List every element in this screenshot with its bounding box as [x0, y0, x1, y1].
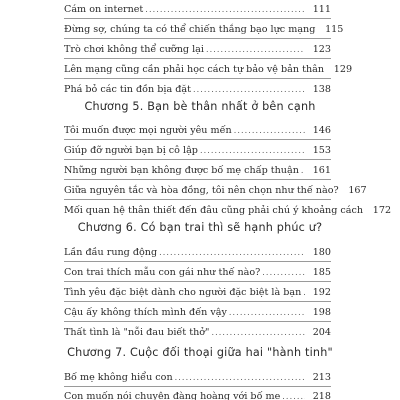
row-divider — [64, 38, 331, 39]
dot-leader — [229, 304, 305, 322]
toc-entry — [64, 61, 353, 79]
entry-page: 218 — [312, 391, 331, 400]
entry-page: 153 — [312, 145, 331, 156]
entry-page: 167 — [348, 185, 367, 196]
dot-leader — [159, 244, 305, 262]
row-divider — [64, 18, 331, 19]
toc-entry — [64, 142, 331, 160]
entry-title: Tình yêu đặc biệt dành cho người đặc biệt là bạn — [64, 287, 302, 298]
dot-leader — [211, 324, 305, 342]
entry-title: Đừng sợ, chúng ta có thể chiến thắng bạo lực mạng — [64, 24, 316, 35]
entry-page: 129 — [333, 64, 353, 75]
toc-entry — [64, 182, 367, 200]
entry-title: Lên mạng cũng cần phải học cách tự bảo vệ bản thân — [64, 64, 325, 75]
entry-title: Những người bạn không được bố mẹ chấp thuận — [64, 165, 299, 176]
row-divider — [64, 281, 331, 282]
entry-page: 198 — [312, 307, 331, 318]
toc-entry — [64, 1, 331, 19]
toc-entry — [64, 284, 331, 302]
entry-title: Cậu ấy không thích mình đến vậy — [64, 307, 227, 318]
dot-leader — [193, 81, 305, 99]
toc-entry — [64, 369, 331, 387]
row-divider — [64, 159, 331, 160]
toc-entry — [64, 304, 331, 322]
chapter-heading: Chương 6. Có bạn trai thì sẽ hạnh phúc ư? — [77, 221, 323, 234]
entry-page: 146 — [312, 125, 331, 136]
entry-title: Cám on internet — [64, 4, 144, 15]
entry-title: Lần đầu rung động — [64, 247, 158, 258]
dot-leader — [206, 41, 305, 59]
entry-page: 213 — [312, 372, 331, 383]
entry-page: 185 — [312, 267, 331, 278]
dot-leader — [200, 142, 305, 160]
toc-entry — [64, 244, 331, 262]
dot-leader — [262, 264, 305, 282]
dot-leader — [175, 369, 305, 387]
chapter-heading: Chương 5. Bạn bè thân nhất ở bên cạnh — [84, 100, 316, 113]
entry-title: Trò chơi không thể cưỡng lại — [64, 44, 204, 55]
dot-leader — [234, 122, 305, 140]
entry-page: 138 — [312, 84, 331, 95]
entry-title: Phá bỏ các tin đồn bịa đặt — [64, 84, 191, 95]
entry-page: 172 — [372, 205, 392, 216]
entry-page: 192 — [312, 287, 331, 298]
entry-title: Mối quan hệ thân thiết đến đâu cũng phải chú ý khoảng cách — [64, 205, 364, 216]
row-divider — [64, 78, 331, 79]
row-divider — [64, 321, 331, 322]
entry-title: Giữa nguyên tắc và hòa đồng, tôi nên chọn như thế nào? — [64, 185, 339, 196]
row-divider — [64, 261, 331, 262]
row-divider — [64, 386, 331, 387]
toc-entry — [64, 162, 331, 180]
entry-title: Con muốn nói chuyện đàng hoàng với bố mẹ — [64, 391, 281, 400]
chapter-heading: Chương 7. Cuộc đối thoại giữa hai "hành tinh" — [67, 346, 333, 359]
toc-entry — [64, 202, 392, 220]
entry-title: Tôi muốn được mọi người yêu mến — [64, 125, 232, 136]
entry-page: 115 — [325, 24, 344, 35]
entry-title: Thất tình là "nỗi đau biết thở" — [64, 327, 210, 338]
entry-title: Con trai thích mẫu con gái như thế nào? — [64, 267, 261, 278]
entry-title: Bố mẹ không hiểu con — [64, 372, 173, 383]
toc-entry — [64, 41, 331, 59]
entry-page: 161 — [312, 165, 331, 176]
toc-entry — [64, 81, 331, 99]
row-divider — [64, 199, 331, 200]
toc-entry — [64, 21, 344, 39]
row-divider — [64, 139, 331, 140]
row-divider — [64, 301, 331, 302]
toc-entry — [64, 264, 331, 282]
toc-entry — [64, 388, 331, 400]
entry-page: 111 — [312, 4, 331, 15]
dot-leader — [145, 1, 305, 19]
entry-page: 123 — [312, 44, 331, 55]
toc-entry — [64, 122, 331, 140]
row-divider — [64, 179, 331, 180]
toc-entry — [64, 324, 331, 342]
entry-title: Giúp đỡ người bạn bị cô lập — [64, 145, 198, 156]
dot-leader — [282, 388, 305, 400]
entry-page: 180 — [312, 247, 331, 258]
row-divider — [64, 58, 331, 59]
entry-page: 204 — [312, 327, 331, 338]
